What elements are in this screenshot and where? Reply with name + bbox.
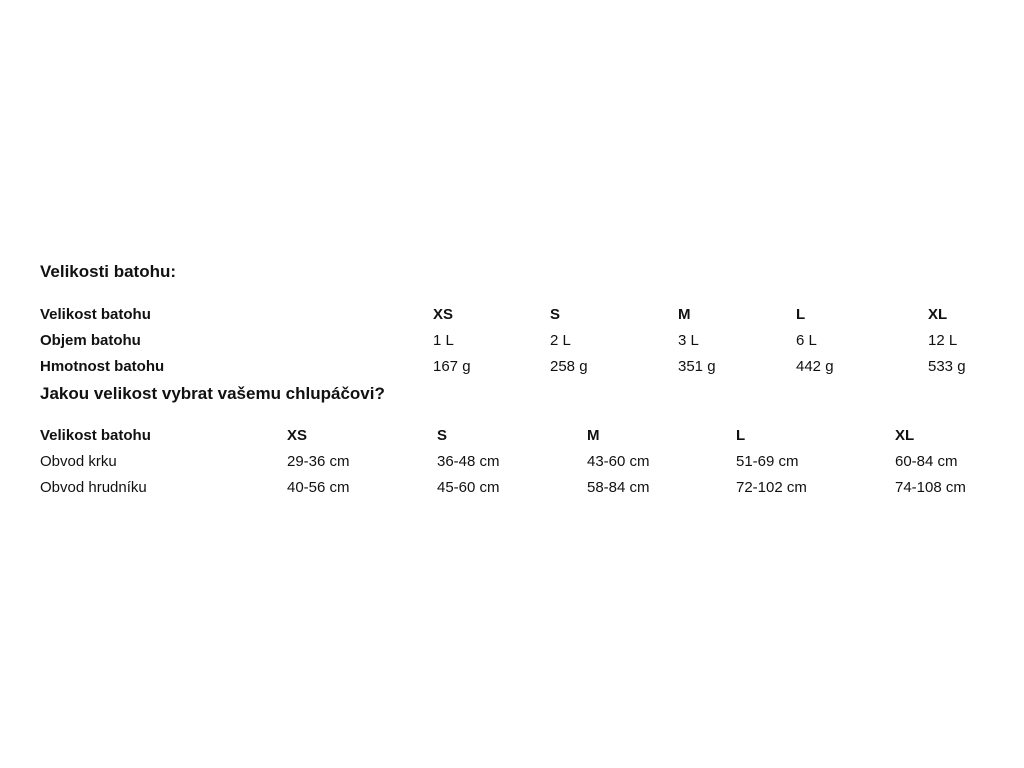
table-cell: M	[678, 306, 691, 323]
table-cell: 167 g	[433, 358, 471, 375]
table-cell: 258 g	[550, 358, 588, 375]
row-label: Obvod krku	[40, 453, 117, 470]
table-cell: M	[587, 427, 600, 444]
size-section-heading: Velikosti batohu:	[40, 262, 177, 281]
size-table	[40, 304, 984, 384]
table-cell: 40-56 cm	[287, 479, 350, 496]
table-cell: 442 g	[796, 358, 834, 375]
row-label: Objem batohu	[40, 332, 141, 349]
table-cell: 60-84 cm	[895, 453, 958, 470]
table-cell: S	[550, 306, 561, 323]
fit-section-heading: Jakou velikost vybrat vašemu chlupáčovi?	[40, 384, 385, 403]
table-cell: XL	[928, 306, 948, 323]
table-row-size	[40, 304, 984, 326]
table-cell: XL	[895, 427, 915, 444]
table-cell: 74-108 cm	[895, 479, 966, 496]
row-label: Velikost batohu	[40, 306, 151, 323]
table-cell: 12 L	[928, 332, 958, 349]
table-cell: 51-69 cm	[736, 453, 799, 470]
table-cell: 1 L	[433, 332, 454, 349]
table-cell: L	[736, 427, 746, 444]
table-cell: 43-60 cm	[587, 453, 650, 470]
table-row-neck	[40, 451, 984, 473]
table-cell: 72-102 cm	[736, 479, 807, 496]
table-row-size	[40, 425, 984, 447]
table-cell: 45-60 cm	[437, 479, 500, 496]
table-row-chest	[40, 477, 984, 499]
table-cell: 533 g	[928, 358, 966, 375]
table-cell: 58-84 cm	[587, 479, 650, 496]
table-cell: 351 g	[678, 358, 716, 375]
table-row-volume	[40, 330, 984, 352]
row-label: Obvod hrudníku	[40, 479, 147, 496]
table-cell: S	[437, 427, 448, 444]
table-cell: 2 L	[550, 332, 571, 349]
table-cell: XS	[433, 306, 454, 323]
table-row-weight	[40, 356, 984, 378]
table-cell: XS	[287, 427, 308, 444]
row-label: Hmotnost batohu	[40, 358, 165, 375]
table-cell: 36-48 cm	[437, 453, 500, 470]
table-cell: 6 L	[796, 332, 817, 349]
row-label: Velikost batohu	[40, 427, 151, 444]
table-cell: 3 L	[678, 332, 699, 349]
table-cell: L	[796, 306, 806, 323]
fit-table	[40, 425, 984, 505]
table-cell: 29-36 cm	[287, 453, 350, 470]
